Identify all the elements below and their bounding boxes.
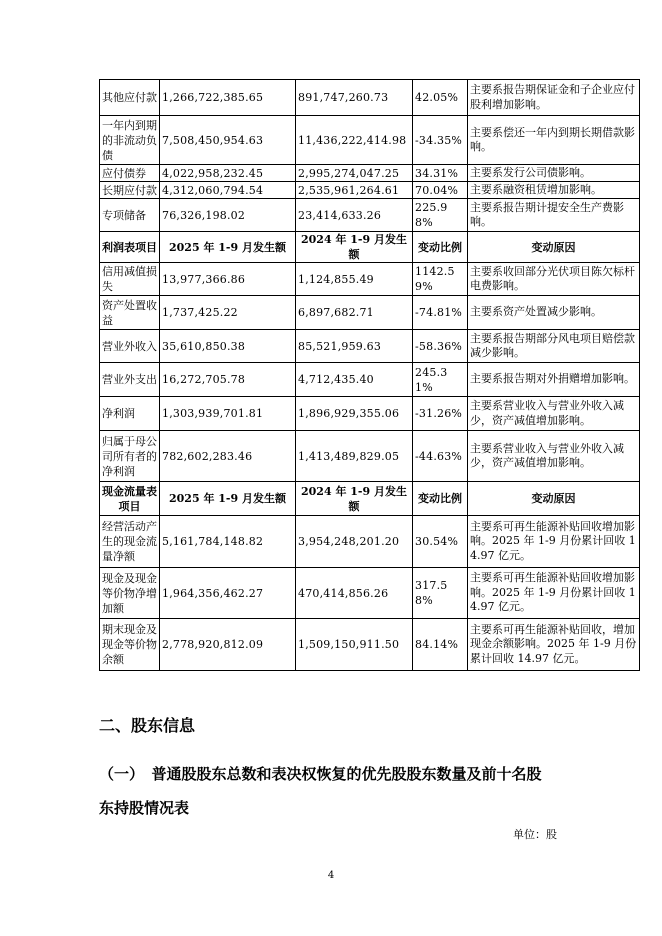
value-2024-cell: 1,124,855.49 [296, 263, 413, 296]
value-2025-cell: 7,508,450,954.63 [160, 116, 296, 165]
reason-cell: 主要系报告期部分风电项目赔偿款减少影响。 [468, 330, 640, 363]
value-2025-cell: 35,610,850.38 [160, 330, 296, 363]
value-2025-cell: 1,964,356,462.27 [160, 568, 296, 619]
item-cell: 专项储备 [100, 199, 160, 232]
value-2025-cell: 4,022,958,232.45 [160, 165, 296, 182]
profit-header-row [100, 232, 640, 263]
header-2024: 2024 年 1-9 月发生额 [296, 232, 413, 263]
subsection-title-line2: 东持股情况表 [99, 799, 190, 817]
header-2024: 2024 年 1-9 月发生额 [296, 482, 413, 516]
value-2024-cell: 3,954,248,201.20 [296, 516, 413, 568]
ratio-cell: -31.26% [413, 397, 468, 431]
table-row [100, 116, 640, 165]
reason-cell: 主要系报告期计提安全生产费影响。 [468, 199, 640, 232]
ratio-cell: 1142.59% [413, 263, 468, 296]
ratio-cell: -44.63% [413, 431, 468, 482]
ratio-cell: 70.04% [413, 182, 468, 199]
table-row [100, 619, 640, 671]
reason-cell: 主要系偿还一年内到期长期借款影响。 [468, 116, 640, 165]
item-cell: 一年内到期的非流动负债 [100, 116, 160, 165]
section-title: 二、股东信息 [99, 716, 196, 735]
table-row [100, 363, 640, 397]
value-2025-cell: 13,977,366.86 [160, 263, 296, 296]
value-2024-cell: 4,712,435.40 [296, 363, 413, 397]
item-cell: 营业外收入 [100, 330, 160, 363]
ratio-cell: 225.98% [413, 199, 468, 232]
value-2024-cell: 23,414,633.26 [296, 199, 413, 232]
reason-cell: 主要系报告期保证金和子企业应付股利增加影响。 [468, 80, 640, 116]
table-row [100, 296, 640, 330]
item-cell: 归属于母公司所有者的净利润 [100, 431, 160, 482]
table-row [100, 165, 640, 182]
reason-cell: 主要系营业收入与营业外收入减少，资产减值增加影响。 [468, 431, 640, 482]
value-2024-cell: 11,436,222,414.98 [296, 116, 413, 165]
value-2025-cell: 1,303,939,701.81 [160, 397, 296, 431]
ratio-cell: 30.54% [413, 516, 468, 568]
table-row [100, 568, 640, 619]
reason-cell: 主要系报告期对外捐赠增加影响。 [468, 363, 640, 397]
ratio-cell: -58.36% [413, 330, 468, 363]
header-ratio: 变动比例 [413, 482, 468, 516]
ratio-cell: 42.05% [413, 80, 468, 116]
value-2025-cell: 76,326,198.02 [160, 199, 296, 232]
item-cell: 营业外支出 [100, 363, 160, 397]
ratio-cell: 245.31% [413, 363, 468, 397]
item-cell: 其他应付款 [100, 80, 160, 116]
header-item: 现金流量表项目 [100, 482, 160, 516]
header-ratio: 变动比例 [413, 232, 468, 263]
page-number: 4 [327, 870, 335, 881]
value-2024-cell: 1,413,489,829.05 [296, 431, 413, 482]
value-2025-cell: 5,161,784,148.82 [160, 516, 296, 568]
header-2025: 2025 年 1-9 月发生额 [160, 482, 296, 516]
table-row [100, 330, 640, 363]
value-2025-cell: 2,778,920,812.09 [160, 619, 296, 671]
value-2024-cell: 6,897,682.71 [296, 296, 413, 330]
unit-label: 单位：股 [513, 828, 557, 841]
value-2024-cell: 85,521,959.63 [296, 330, 413, 363]
table-row [100, 397, 640, 431]
ratio-cell: 317.58% [413, 568, 468, 619]
value-2024-cell: 1,509,150,911.50 [296, 619, 413, 671]
item-cell: 长期应付款 [100, 182, 160, 199]
ratio-cell: 84.14% [413, 619, 468, 671]
reason-cell: 主要系可再生能源补贴回收增加影响。2025 年 1-9 月份累计回收 14.97 亿元。 [468, 568, 640, 619]
reason-cell: 主要系可再生能源补贴回收增加影响。2025 年 1-9 月份累计回收 14.97 亿元。 [468, 516, 640, 568]
header-reason: 变动原因 [468, 482, 640, 516]
item-cell: 经营活动产生的现金流量净额 [100, 516, 160, 568]
value-2024-cell: 2,535,961,264.61 [296, 182, 413, 199]
item-cell: 应付债券 [100, 165, 160, 182]
cash-header-row [100, 482, 640, 516]
header-2025: 2025 年 1-9 月发生额 [160, 232, 296, 263]
table-row [100, 182, 640, 199]
item-cell: 资产处置收益 [100, 296, 160, 330]
value-2024-cell: 891,747,260.73 [296, 80, 413, 116]
header-reason: 变动原因 [468, 232, 640, 263]
value-2025-cell: 1,266,722,385.65 [160, 80, 296, 116]
ratio-cell: -34.35% [413, 116, 468, 165]
reason-cell: 主要系发行公司债影响。 [468, 165, 640, 182]
reason-cell: 主要系融资租赁增加影响。 [468, 182, 640, 199]
value-2024-cell: 2,995,274,047.25 [296, 165, 413, 182]
item-cell: 信用减值损失 [100, 263, 160, 296]
reason-cell: 主要系资产处置减少影响。 [468, 296, 640, 330]
table-row [100, 516, 640, 568]
value-2025-cell: 16,272,705.78 [160, 363, 296, 397]
item-cell: 期末现金及现金等价物余额 [100, 619, 160, 671]
financial-changes-table [99, 79, 640, 671]
value-2024-cell: 1,896,929,355.06 [296, 397, 413, 431]
item-cell: 现金及现金等价物净增加额 [100, 568, 160, 619]
table-row [100, 263, 640, 296]
ratio-cell: -74.81% [413, 296, 468, 330]
value-2025-cell: 782,602,283.46 [160, 431, 296, 482]
reason-cell: 主要系收回部分光伏项目陈欠标杆电费影响。 [468, 263, 640, 296]
table-row [100, 80, 640, 116]
table-row [100, 431, 640, 482]
value-2024-cell: 470,414,856.26 [296, 568, 413, 619]
value-2025-cell: 4,312,060,794.54 [160, 182, 296, 199]
ratio-cell: 34.31% [413, 165, 468, 182]
reason-cell: 主要系可再生能源补贴回收，增加现金余额影响。2025 年 1-9 月份累计回收 14.97 亿元。 [468, 619, 640, 671]
value-2025-cell: 1,737,425.22 [160, 296, 296, 330]
subsection-title-line1: （一） 普通股股东总数和表决权恢复的优先股股东数量及前十名股 [99, 765, 542, 783]
table-row [100, 199, 640, 232]
reason-cell: 主要系营业收入与营业外收入减少，资产减值增加影响。 [468, 397, 640, 431]
header-item: 利润表项目 [100, 232, 160, 263]
item-cell: 净利润 [100, 397, 160, 431]
